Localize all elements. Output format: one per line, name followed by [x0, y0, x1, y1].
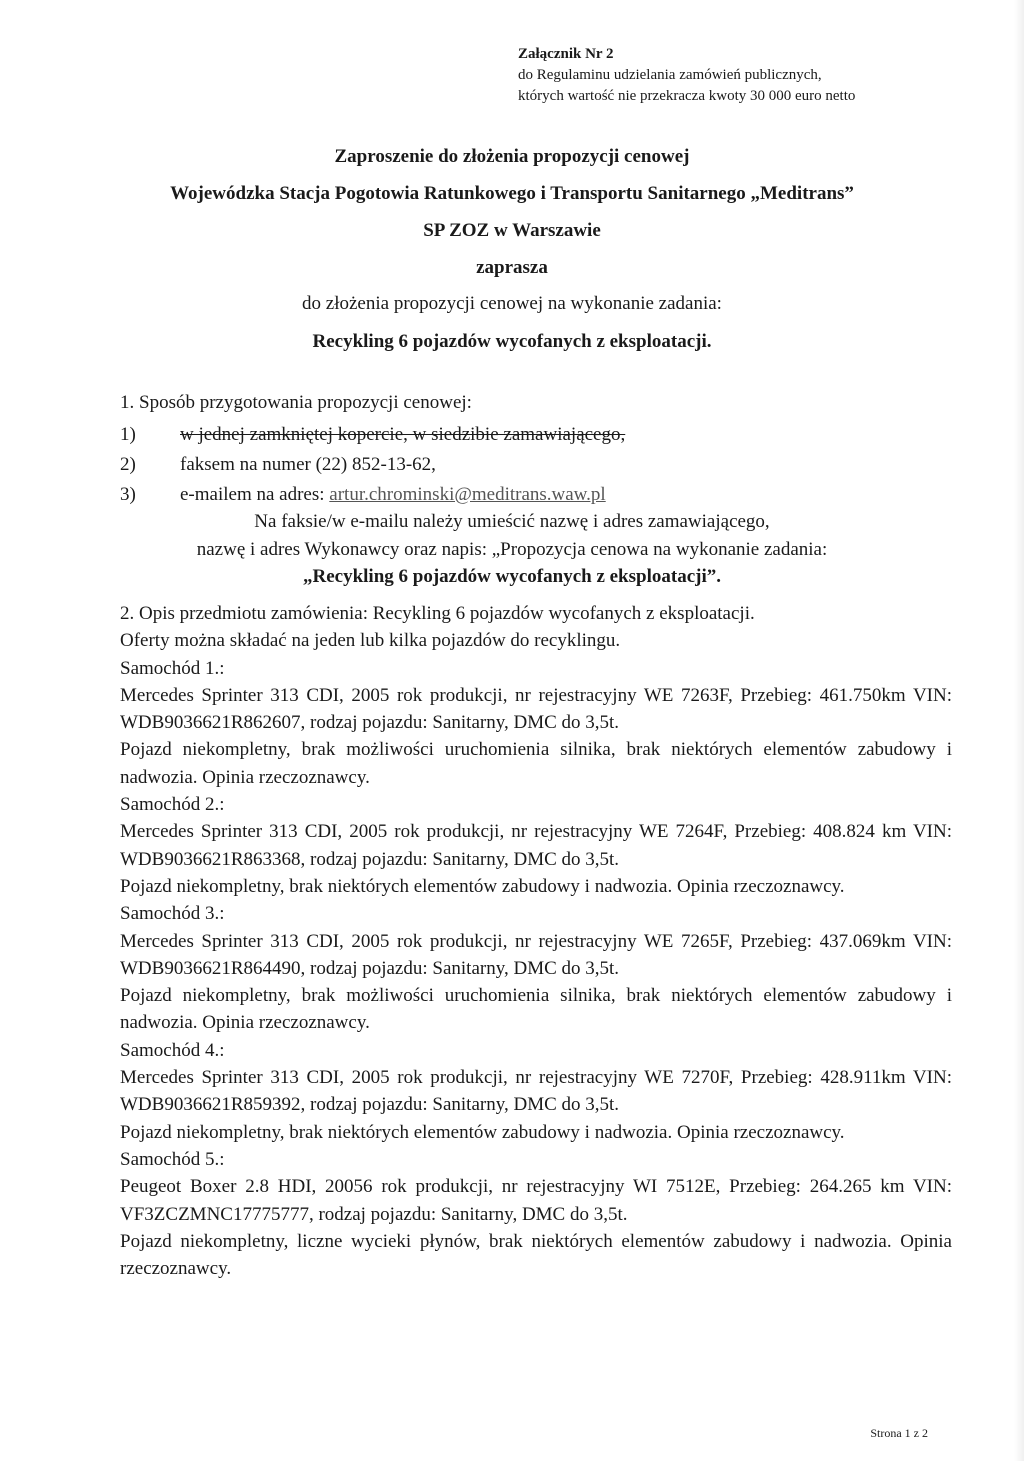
car-details: Mercedes Sprinter 313 CDI, 2005 rok produkcji, nr rejestracyjny WE 7265F, Przebieg: 437.069km VIN: WDB9036621R864490, rodzaj pojazdu: Sanitarny, DMC do 3,5t.	[120, 930, 952, 979]
note-line-1: Na faksie/w e-mailu należy umieścić nazwę i adres zamawiającego,	[254, 511, 770, 532]
annex-header	[518, 44, 998, 107]
car-label: Samochód 5.:	[120, 1148, 225, 1170]
car-label: Samochód 1.:	[120, 657, 225, 679]
car-condition: Pojazd niekompletny, brak możliwości uruchomienia silnika, brak niektórych elementów zabudowy i nadwozia. Opinia rzeczoznawcy.	[120, 739, 952, 788]
method-text: w jednej zamkniętej kopercie, w siedzibie zamawiającego,	[180, 424, 626, 445]
car-label: Samochód 2.:	[120, 794, 225, 816]
section-2-intro: Oferty można składać na jeden lub kilka pojazdów do recyklingu.	[120, 630, 621, 652]
car-details: Mercedes Sprinter 313 CDI, 2005 rok produkcji, nr rejestracyjny WE 7263F, Przebieg: 461.750km VIN: WDB9036621R862607, rodzaj pojazdu: Sanitarny, DMC do 3,5t.	[120, 684, 952, 734]
car-label: Samochód 3.:	[120, 903, 225, 925]
annex-title: Załącznik Nr 2	[518, 46, 614, 62]
invites-text: zaprasza	[476, 257, 548, 278]
note-line-2: nazwę i adres Wykonawcy oraz napis: „Propozycja cenowa na wykonanie zadania:	[196, 539, 828, 560]
method-item	[120, 423, 625, 447]
method-text: faksem na numer (22) 852-13-62,	[180, 454, 436, 475]
car-condition: Pojazd niekompletny, brak niektórych elementów zabudowy i nadwozia. Opinia rzeczoznawcy.	[120, 875, 845, 897]
car-details: Peugeot Boxer 2.8 HDI, 20056 rok produkcji, nr rejestracyjny WI 7512E, Przebieg: 264.265 km VIN: VF3ZCZMNC17775777, rodzaj pojazdu: Sanitarny, DMC do 3,5t.	[120, 1176, 952, 1225]
organization-name: Wojewódzka Stacja Pogotowia Ratunkowego i Transportu Sanitarnego „Meditrans”	[170, 183, 854, 204]
section-2-heading: 2. Opis przedmiotu zamówienia: Recykling 6 pojazdów wycofanych z eksploatacji.	[120, 603, 755, 624]
method-item-strikethrough	[120, 424, 625, 445]
task-name: Recykling 6 pojazdów wycofanych z eksploatacji.	[312, 331, 712, 352]
method-number: 3)	[120, 484, 136, 505]
car-details: Mercedes Sprinter 313 CDI, 2005 rok produkcji, nr rejestracyjny WE 7264F, Przebieg: 408.824 km VIN: WDB9036621R863368, rodzaj pojazdu: Sanitarny, DMC do 3,5t.	[120, 821, 952, 870]
method-item	[120, 453, 436, 477]
page-number: Strona 1 z 2	[870, 1426, 928, 1440]
task-intro: do złożenia propozycji cenowej na wykonanie zadania:	[302, 293, 722, 314]
car-details: Mercedes Sprinter 313 CDI, 2005 rok produkcji, nr rejestracyjny WE 7270F, Przebieg: 428.911km VIN: WDB9036621R859392, rodzaj pojazdu: Sanitarny, DMC do 3,5t.	[120, 1067, 952, 1116]
method-text: e-mailem na adres:	[180, 484, 330, 505]
email-link[interactable]: artur.chrominski@meditrans.waw.pl	[329, 484, 606, 505]
section-1-heading: 1. Sposób przygotowania propozycji cenowej:	[120, 392, 472, 413]
document-title: Zaproszenie do złożenia propozycji cenowej	[334, 146, 690, 167]
annex-line-1: do Regulaminu udzielania zamówień publicznych,	[518, 67, 822, 83]
method-number: 2)	[120, 454, 136, 475]
car-condition: Pojazd niekompletny, liczne wycieki płynów, brak niektórych elementów zabudowy i nadwozia. Opinia rzeczoznawcy.	[120, 1230, 952, 1280]
organization-location: SP ZOZ w Warszawie	[423, 220, 601, 241]
section-2	[120, 600, 952, 1282]
method-item	[120, 483, 606, 507]
page-edge-shadow	[1014, 0, 1024, 1461]
car-condition: Pojazd niekompletny, brak niektórych elementów zabudowy i nadwozia. Opinia rzeczoznawcy.	[120, 1121, 845, 1143]
car-condition: Pojazd niekompletny, brak możliwości uruchomienia silnika, brak niektórych elementów zabudowy i nadwozia. Opinia rzeczoznawcy.	[120, 985, 952, 1034]
method-number: 1)	[120, 424, 136, 445]
note-line-3: „Recykling 6 pojazdów wycofanych z eksploatacji”.	[303, 566, 721, 587]
annex-line-2: których wartość nie przekracza kwoty 30 000 euro netto	[518, 88, 856, 104]
car-label: Samochód 4.:	[120, 1039, 225, 1061]
